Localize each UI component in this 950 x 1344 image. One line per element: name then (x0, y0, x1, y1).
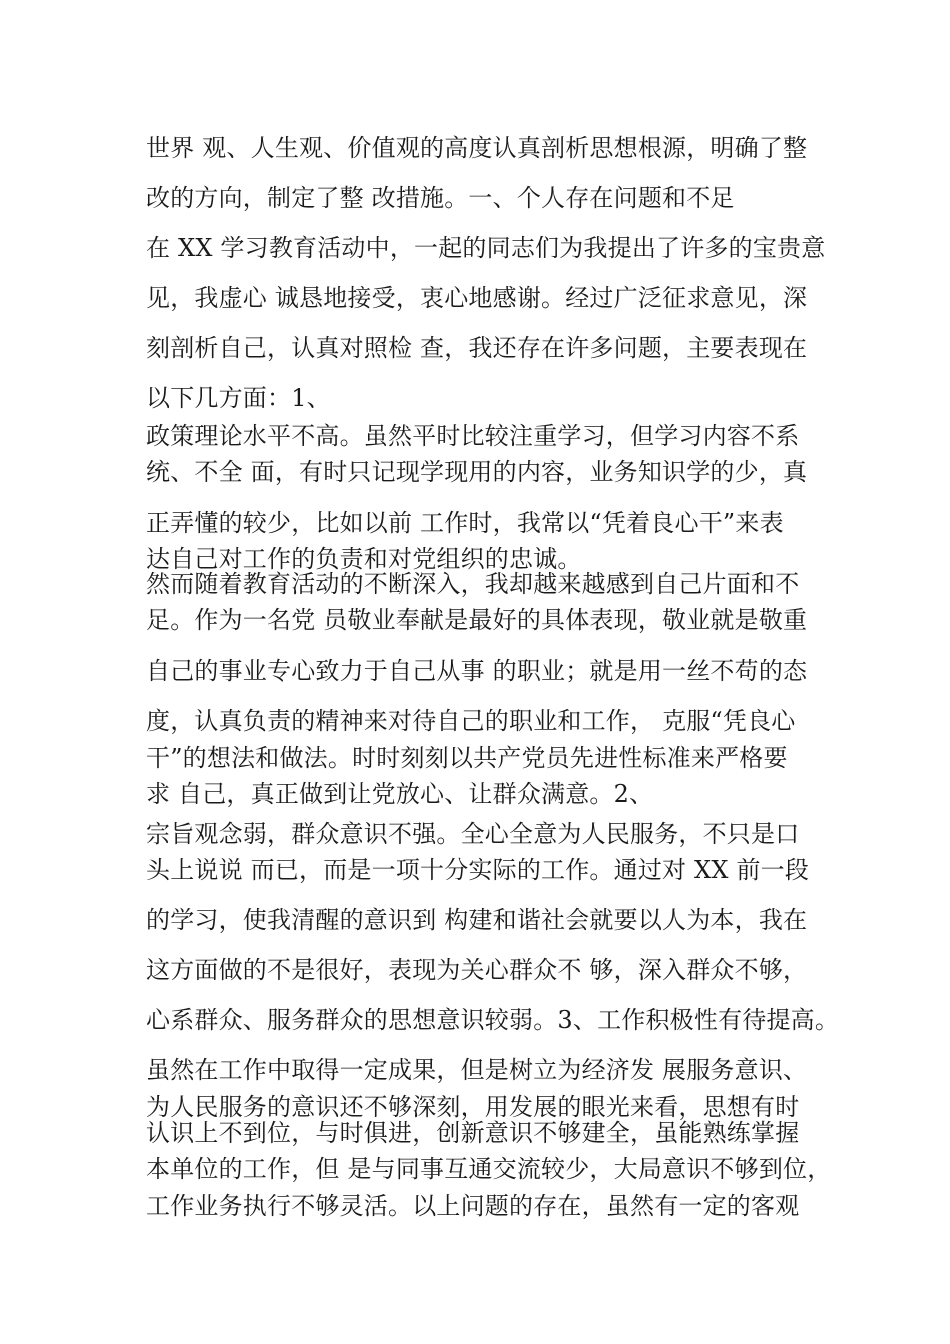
text-line: 统、不全 面，有时只记现学现用的内容，业务知识学的少，真 (146, 458, 808, 486)
text-line: 然而随着教育活动的不断深入，我却越来越感到自己片面和不 (146, 570, 800, 598)
text-line: 宗旨观念弱，群众意识不强。全心全意为人民服务，不只是口 (146, 820, 800, 848)
text-line: 这方面做的不是很好，表现为关心群众不 够，深入群众不够， (146, 956, 808, 984)
text-line: 虽然在工作中取得一定成果，但是树立为经济发 展服务意识、 (146, 1056, 808, 1084)
text-line: 世界 观、人生观、价值观的高度认真剖析思想根源，明确了整 (146, 134, 808, 162)
text-line: 干”的想法和做法。时时刻刻以共产党员先进性标准来严格要 (146, 744, 788, 772)
text-line: 求 自己，真正做到让党放心、让群众满意。2、 (146, 780, 654, 808)
text-line: 改的方向，制定了整 改措施。一、个人存在问题和不足 (146, 184, 735, 212)
text-line: 心系群众、服务群众的思想意识较弱。3、工作积极性有待提高。 (146, 1006, 840, 1034)
text-line: 为人民服务的意识还不够深刻，用发展的眼光来看，思想有时 (146, 1093, 800, 1121)
text-line: 政策理论水平不高。虽然平时比较注重学习，但学习内容不系 (146, 422, 800, 450)
text-line: 刻剖析自己，认真对照检 查，我还存在许多问题，主要表现在 (146, 334, 808, 362)
text-line: 认识上不到位，与时俱进，创新意识不够建全，虽能熟练掌握 (146, 1119, 800, 1147)
text-line: 达自己对工作的负责和对党组织的忠诚。 (146, 545, 582, 573)
text-line: 头上说说 而已，而是一项十分实际的工作。通过对 XX 前一段 (146, 856, 810, 884)
text-line: 度，认真负责的精神来对待自己的职业和工作， 克服“凭良心 (146, 707, 796, 735)
text-line: 见，我虚心 诚恳地接受，衷心地感谢。经过广泛征求意见，深 (146, 284, 808, 312)
text-line: 以下几方面：1、 (146, 384, 331, 412)
text-line: 足。作为一名党 员敬业奉献是最好的具体表现，敬业就是敬重 (146, 606, 808, 634)
text-line: 工作业务执行不够灵活。以上问题的存在，虽然有一定的客观 (146, 1192, 800, 1220)
text-line: 本单位的工作，但 是与同事互通交流较少，大局意识不够到位， (146, 1155, 832, 1183)
text-line: 正弄懂的较少，比如以前 工作时，我常以“凭着良心干”来表 (146, 509, 784, 537)
text-line: 自己的事业专心致力于自己从事 的职业；就是用一丝不苟的态 (146, 657, 808, 685)
text-line: 在 XX 学习教育活动中，一起的同志们为我提出了许多的宝贵意 (146, 234, 826, 262)
text-line: 的学习，使我清醒的意识到 构建和谐社会就要以人为本，我在 (146, 906, 808, 934)
